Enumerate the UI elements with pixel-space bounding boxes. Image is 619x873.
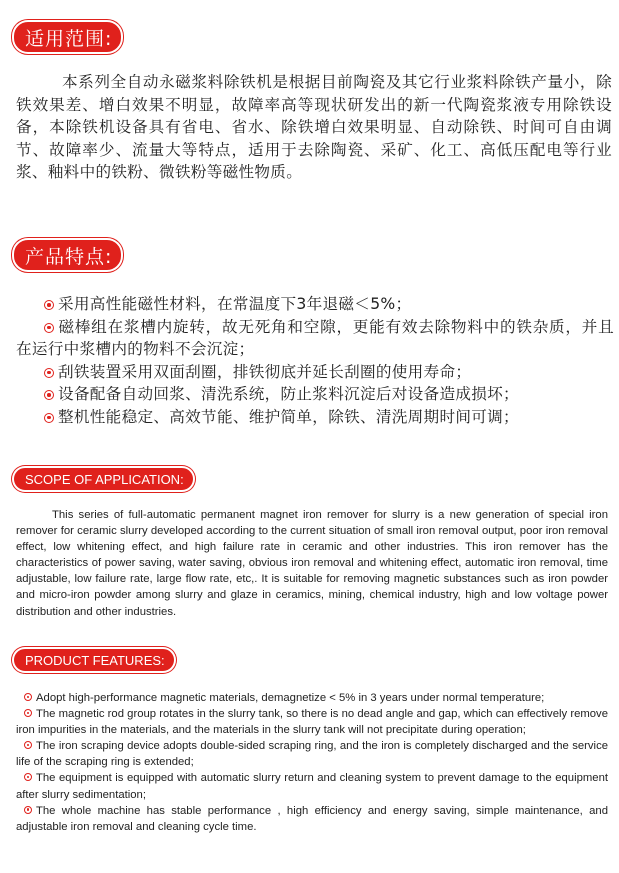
list-item: 刮铁装置采用双面刮圈，排铁彻底并延长刮圈的使用寿命； xyxy=(16,361,614,384)
scope-en-paragraph: This series of full-automatic permanent magnet iron remover for slurry is a new generation of special iron remover for ceramic slurry developed according to the current situation of small iron removal output, poor iron removal effect, low whitening effect, and high failure rate in ceramic and other industries. This iron remover has the characteristics of power saving, water saving, obvious iron removal and whitening effect, automatic iron removal, time adjustable, low failure rate, large flow rate, etc,. It is suitable for removing magnetic substances such as iron powder and micro-iron powder among slurry and glaze in ceramics, mining, chemical industry, high and low voltage power distribution and other industries. xyxy=(16,509,608,618)
features-en-heading-label: PRODUCT FEATURES: xyxy=(25,652,165,668)
list-item: Adopt high-performance magnetic materials, demagnetize < 5% in 3 years under normal temperature; xyxy=(16,690,608,706)
scope-cn-heading-label: 适用范围: xyxy=(25,27,113,50)
list-item: 设备配备自动回浆、清洗系统，防止浆料沉淀后对设备造成损坏； xyxy=(16,383,614,406)
bullet-icon xyxy=(44,390,54,400)
bullet-icon xyxy=(24,773,32,781)
scope-en-heading-label: SCOPE OF APPLICATION: xyxy=(25,471,184,487)
list-item: 采用高性能磁性材料，在常温度下3年退磁＜5%； xyxy=(16,293,614,316)
bullet-icon xyxy=(44,300,54,310)
bullet-icon xyxy=(44,413,54,423)
list-item: 磁棒组在浆槽内旋转，故无死角和空隙，更能有效去除物料中的铁杂质，并且在运行中浆槽内的物料不会沉淀； xyxy=(16,317,614,359)
scope-cn-heading xyxy=(14,22,121,52)
features-cn-heading xyxy=(14,240,121,270)
bullet-icon xyxy=(24,709,32,717)
scope-cn-paragraph: 本系列全自动永磁浆料除铁机是根据目前陶瓷及其它行业浆料除铁产量小，除铁效果差、增白效果不明显，故障率高等现状研发出的新一代陶瓷浆液专用除铁设备，本除铁机设备具有省电、省水、除铁增白效果明显、自动除铁、时间可自由调节、故障率少、流量大等特点，适用于去除陶瓷、采矿、化工、高低压配电等行业浆、釉料中的铁粉、微铁粉等磁性物质。 xyxy=(16,73,612,182)
list-item: The iron scraping device adopts double-sided scraping ring, and the iron is completely discharged and the service life of the scraping ring is extended; xyxy=(16,740,608,769)
list-item: 整机性能稳定、高效节能、维护简单，除铁、清洗周期时间可调； xyxy=(16,406,614,429)
list-item: The magnetic rod group rotates in the slurry tank, so there is no dead angle and gap, which can effectively remove iron impurities in the materials, and the materials in the slurry tank will not precipitate during operation; xyxy=(16,708,608,737)
bullet-icon xyxy=(24,693,32,701)
scope-en-heading xyxy=(14,468,193,490)
bullet-icon xyxy=(24,806,32,814)
bullet-icon xyxy=(44,323,54,333)
features-cn-list xyxy=(16,293,614,429)
features-cn-heading-label: 产品特点: xyxy=(25,245,113,268)
features-en-heading xyxy=(14,649,174,671)
list-item: The whole machine has stable performance , high efficiency and energy saving, simple maintenance, and adjustable iron removal and cleaning cycle time. xyxy=(16,804,608,833)
features-en-list xyxy=(16,690,608,835)
bullet-icon xyxy=(24,741,32,749)
bullet-icon xyxy=(44,368,54,378)
list-item: The equipment is equipped with automatic slurry return and cleaning system to prevent damage to the equipment after slurry sedimentation; xyxy=(16,772,608,801)
